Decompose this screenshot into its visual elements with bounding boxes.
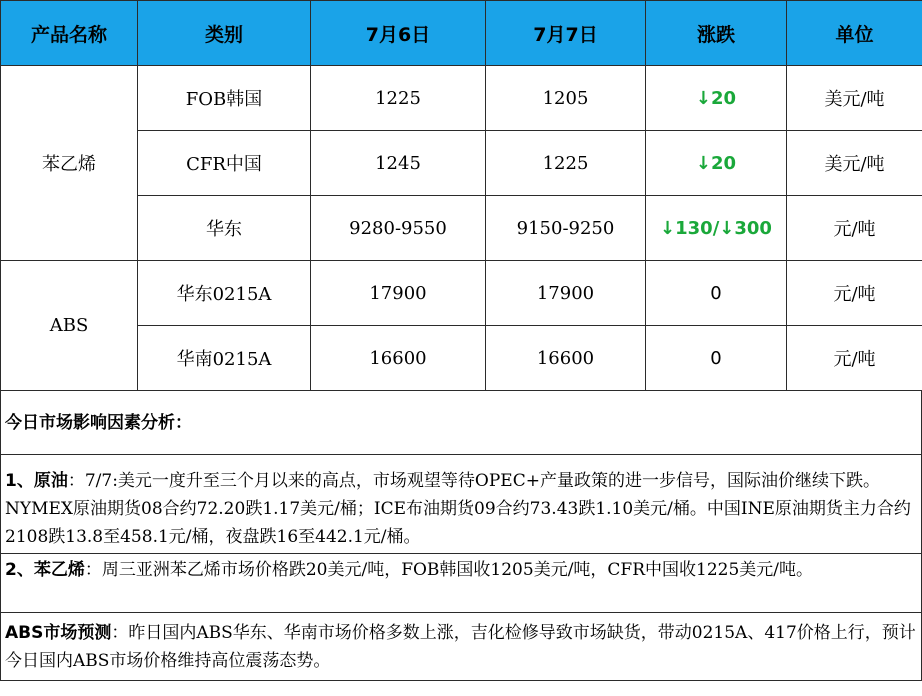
jul6-cell: 17900	[311, 261, 486, 326]
header-product: 产品名称	[1, 1, 138, 66]
change-cell: 0	[646, 326, 787, 391]
table-row	[1, 326, 922, 391]
header-row	[1, 1, 922, 66]
change-cell: ↓20	[646, 66, 787, 131]
crude-label: 1、原油	[5, 471, 68, 491]
category-cell: FOB韩国	[138, 66, 311, 131]
jul7-cell: 1205	[486, 66, 646, 131]
unit-cell: 元/吨	[787, 261, 922, 326]
jul6-cell: 1225	[311, 66, 486, 131]
header-jul6: 7月6日	[311, 1, 486, 66]
category-cell: 华东0215A	[138, 261, 311, 326]
table-row	[1, 131, 922, 196]
jul7-cell: 1225	[486, 131, 646, 196]
styrene-paragraph	[0, 554, 922, 613]
analysis-title: 今日市场影响因素分析：	[5, 412, 192, 433]
header-unit: 单位	[787, 1, 922, 66]
jul6-cell: 16600	[311, 326, 486, 391]
crude-text: ：7/7:美元一度升至三个月以来的高点，市场观望等待OPEC+产量政策的进一步信号，国际油价继续下跌。NYMEX原油期货08合约72.20跌1.17美元/桶；ICE布油期货09合约73.43跌1.10美元/桶。中国INE原油期货主力合约2108跌13.8至458.1元/桶，夜盘跌16至442.1元/桶。	[5, 471, 911, 547]
change-cell: 0	[646, 261, 787, 326]
category-cell: CFR中国	[138, 131, 311, 196]
styrene-label: 2、苯乙烯	[5, 560, 85, 580]
styrene-text: ：周三亚洲苯乙烯市场价格跌20美元/吨，FOB韩国收1205美元/吨，CFR中国收1225美元/吨。	[84, 560, 814, 580]
table-row	[1, 196, 922, 261]
table-row	[1, 261, 922, 326]
jul6-cell: 9280-9550	[311, 196, 486, 261]
crude-paragraph	[0, 455, 922, 554]
table-row	[1, 66, 922, 131]
unit-cell: 元/吨	[787, 326, 922, 391]
abs-text: ：昨日国内ABS华东、华南市场价格多数上涨，吉化检修导致市场缺货，带动0215A、417价格上行，预计今日国内ABS市场价格维持高位震荡态势。	[5, 623, 916, 671]
header-jul7: 7月7日	[486, 1, 646, 66]
unit-cell: 美元/吨	[787, 66, 922, 131]
product-cell: ABS	[1, 261, 138, 391]
header-change: 涨跌	[646, 1, 787, 66]
category-cell: 华南0215A	[138, 326, 311, 391]
product-cell: 苯乙烯	[1, 66, 138, 261]
change-cell: ↓130/↓300	[646, 196, 787, 261]
abs-paragraph	[0, 613, 922, 681]
jul6-cell: 1245	[311, 131, 486, 196]
analysis-heading	[0, 391, 922, 455]
jul7-cell: 17900	[486, 261, 646, 326]
header-category: 类别	[138, 1, 311, 66]
jul7-cell: 16600	[486, 326, 646, 391]
abs-label: ABS市场预测	[5, 623, 112, 643]
category-cell: 华东	[138, 196, 311, 261]
jul7-cell: 9150-9250	[486, 196, 646, 261]
unit-cell: 元/吨	[787, 196, 922, 261]
change-cell: ↓20	[646, 131, 787, 196]
unit-cell: 美元/吨	[787, 131, 922, 196]
